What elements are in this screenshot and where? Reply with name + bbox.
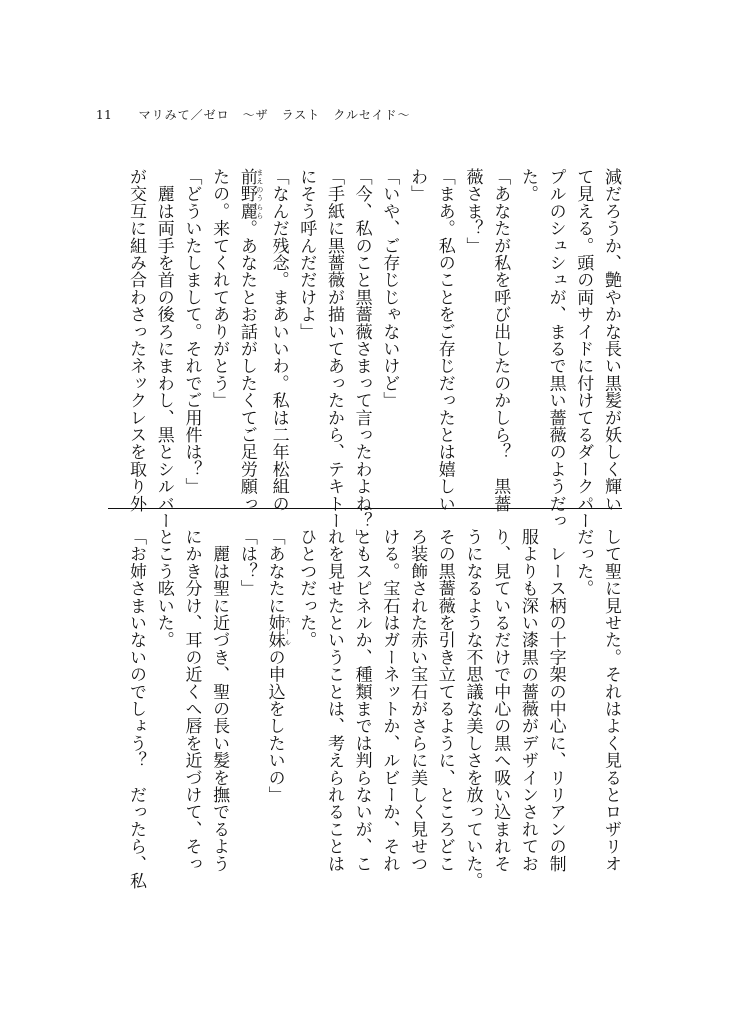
upper-text-block xyxy=(121,168,624,547)
text-line: 麗は聖に近づき、聖の長い髪を撫でるよう xyxy=(209,528,230,872)
text-line: 「は？」 xyxy=(236,528,257,597)
text-line: 薇さま？」 xyxy=(462,168,483,254)
text-line: プルのシュシュが、まるで黒い薔薇のようだっ xyxy=(545,168,566,530)
ruby-soeur-base: 姉妹 xyxy=(264,614,285,649)
text-line: して聖に見せた。それはよく見るとロザリオ xyxy=(601,528,621,872)
text-line: ろ装飾された赤い宝石がさらに美しく見せつ xyxy=(407,528,428,872)
text-line: 麗は両手を首の後ろにまわし、黒とシルバー xyxy=(153,168,174,530)
text-line-ruby-soeur xyxy=(260,528,292,858)
text-line: 服よりも深い漆黒の薔薇がデザインされてお xyxy=(517,528,538,872)
text-line: その黒薔薇を引き立てるように、ところどこ xyxy=(434,528,455,872)
text-line: 「いや、ご存じじゃないけど」 xyxy=(379,168,400,409)
text-line: わ」 xyxy=(407,168,428,203)
text-line: 「なんだ残念。まあいいわ。私は二年松組の xyxy=(268,168,289,512)
text-line: り、見ているだけで中心の黒へ吸い込まれそ xyxy=(490,528,511,872)
text-line: にそう呼んだだけよ」 xyxy=(296,168,317,340)
text-line: たの。来てくれてありがとう」 xyxy=(209,168,230,409)
lower-text-block xyxy=(121,528,624,890)
text-line: て見える。頭の両サイドに付けてるダークパー xyxy=(573,168,594,530)
text-line-ruby-maeno xyxy=(232,168,264,513)
ruby-soeur xyxy=(264,614,292,649)
text-line-start: 「あなたに xyxy=(264,528,285,614)
text-line: た。 xyxy=(517,168,538,203)
text-line: レース柄の十字架の中心に、リリアンの制 xyxy=(545,528,566,872)
text-line: 「お姉さまいないのでしょう？ だったら、私 xyxy=(126,528,147,890)
ruby-maeno-reading: まえのうらら xyxy=(255,168,264,220)
text-line: とこう呟いた。 xyxy=(153,528,174,649)
text-line: 「手紙に黒薔薇が描いてあったから、テキトー xyxy=(323,168,344,530)
ruby-soeur-reading: スール xyxy=(283,614,292,649)
text-line: うになるような不思議な美しさを放っていた。 xyxy=(462,528,483,890)
text-line: れを見せたということは、考えられることは xyxy=(323,528,344,872)
ruby-maeno xyxy=(236,168,264,220)
section-divider xyxy=(108,508,622,509)
text-line: 「まあ。私のことをご存じだったとは嬉しい xyxy=(434,168,455,512)
text-line: 「どういたしまして。それでご用件は？」 xyxy=(181,168,202,495)
text-line-rest: の申込をしたいの」 xyxy=(264,648,285,804)
text-line-rest: 。あなたとお話がしたくてご足労願っ xyxy=(236,219,257,513)
running-title: マリみて／ゼロ ～ザ ラスト クルセイド～ xyxy=(138,108,411,122)
text-line: が交互に組み合わさったネックレスを取り外 xyxy=(126,168,147,512)
text-line: ともスピネルか、種類までは判らないが、こ xyxy=(351,528,372,872)
text-line: だった。 xyxy=(573,528,594,597)
page-header xyxy=(96,106,411,123)
text-line: 減だろうか、艶やかな長い黒髪が妖しく輝い xyxy=(601,168,621,512)
text-line: ける。宝石はガーネットか、ルビーか、それ xyxy=(379,528,400,872)
text-line: 「今、私のこと黒薔薇さまって言ったわよね？」 xyxy=(351,168,372,547)
text-line: ひとつだった。 xyxy=(296,528,317,649)
ruby-maeno-base: 前野麗 xyxy=(236,168,257,220)
page-number: 11 xyxy=(96,108,113,122)
text-line: 「あなたが私を呼び出したのかしら？ 黒薔 xyxy=(490,168,511,512)
text-line: にかき分け、耳の近くへ唇を近づけて、そっ xyxy=(181,528,202,872)
